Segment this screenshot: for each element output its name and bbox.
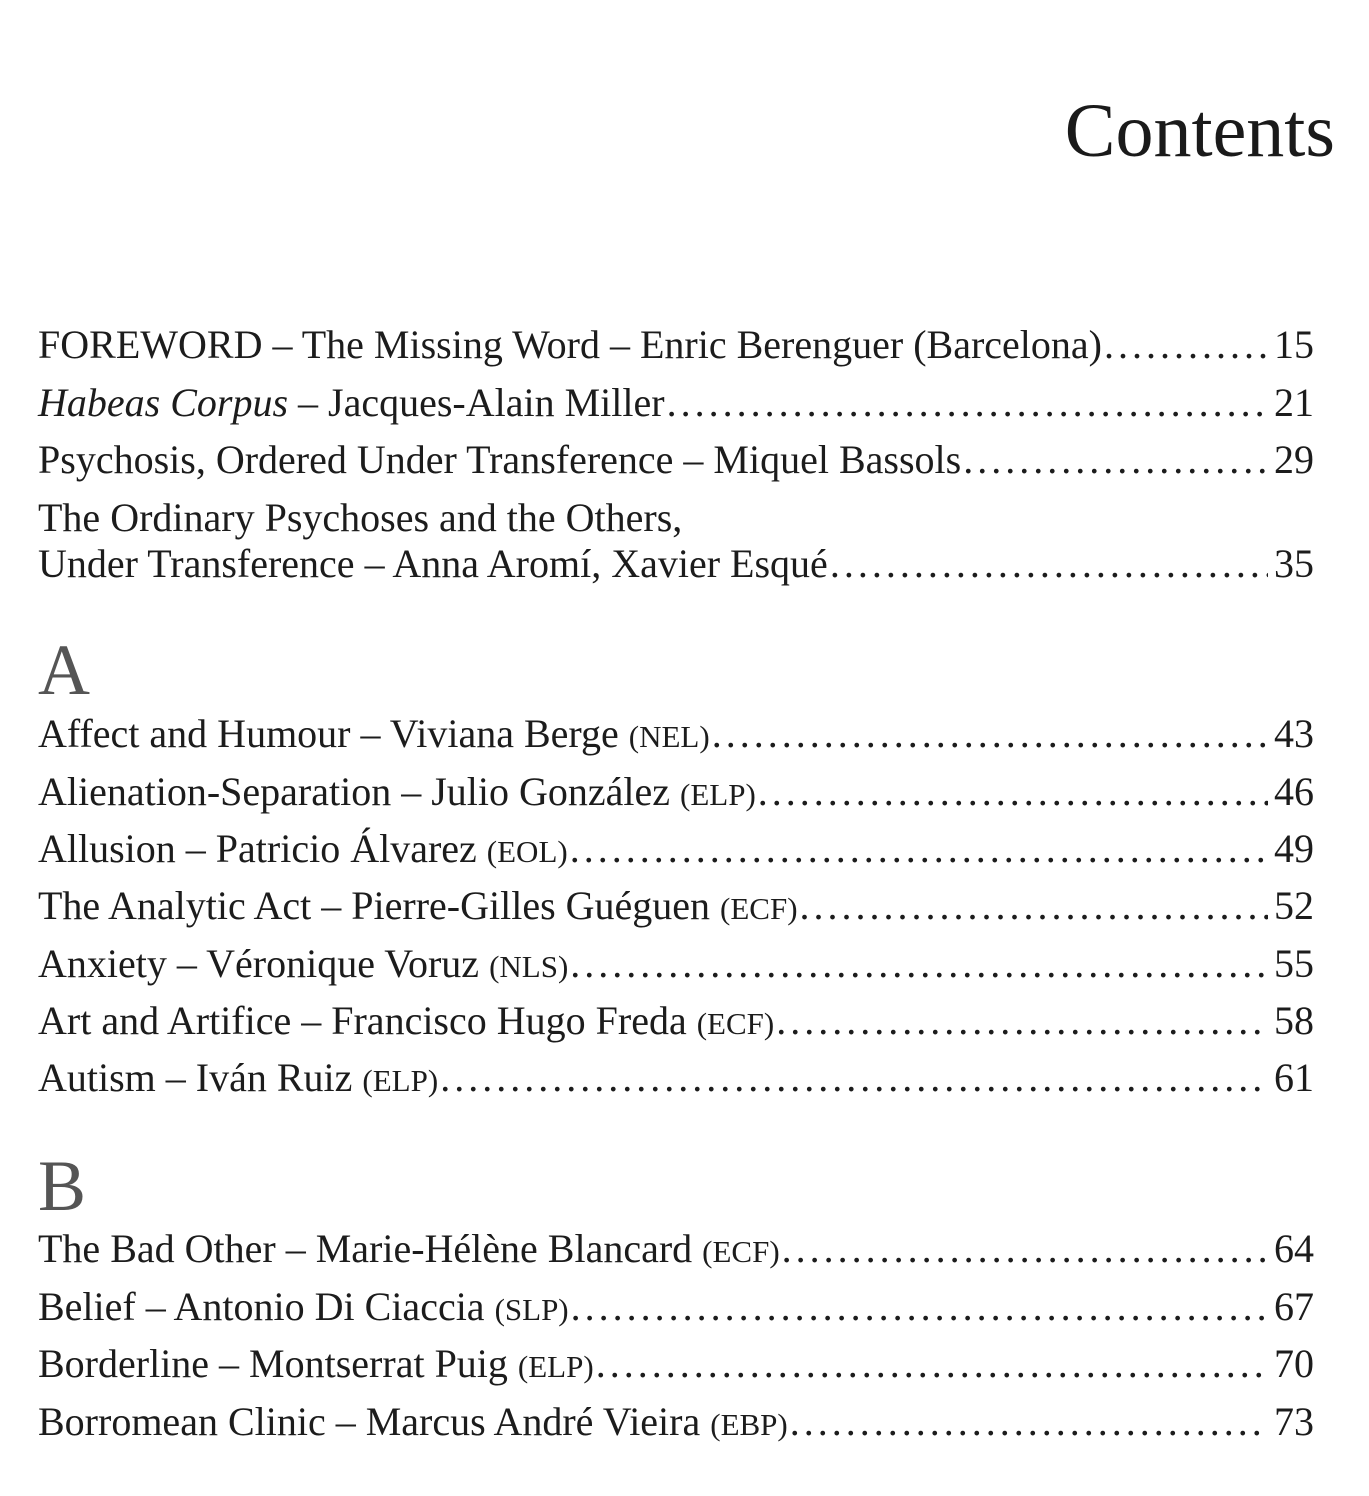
toc-page-number: 43 xyxy=(1274,711,1314,756)
toc-entry[interactable] xyxy=(38,711,1314,760)
toc-entry[interactable] xyxy=(38,1055,1314,1104)
dot-leader xyxy=(800,883,1268,929)
page-title: Contents xyxy=(1064,88,1335,173)
dot-leader xyxy=(830,541,1268,587)
toc-entry-ordinary-psychoses[interactable] xyxy=(38,541,1314,587)
school-abbreviation: (ELP) xyxy=(362,1063,439,1098)
toc-entry-title: Borromean Clinic – Marcus André Vieira (EBP) xyxy=(38,1399,788,1444)
dot-leader xyxy=(570,941,1268,987)
toc-page-number: 49 xyxy=(1274,826,1314,871)
school-abbreviation: (SLP) xyxy=(494,1292,569,1327)
dot-leader xyxy=(571,1284,1268,1330)
toc-entry-title: The Analytic Act – Pierre-Gilles Guéguen (ECF) xyxy=(38,883,798,928)
dot-leader xyxy=(782,1226,1268,1272)
toc-entry-title: Affect and Humour – Viviana Berge (NEL) xyxy=(38,711,710,756)
toc-page-number: 52 xyxy=(1274,883,1314,928)
toc-entry[interactable] xyxy=(38,998,1314,1047)
toc-entry-title: Anxiety – Véronique Voruz (NLS) xyxy=(38,941,569,986)
dot-leader xyxy=(596,1341,1268,1387)
dot-leader xyxy=(570,826,1268,872)
toc-entry[interactable] xyxy=(38,826,1314,875)
toc-entry-ordinary-psychoses-line1[interactable]: The Ordinary Psychoses and the Others, xyxy=(38,495,683,540)
toc-entry-title: Autism – Iván Ruiz (ELP) xyxy=(38,1055,439,1100)
dot-leader xyxy=(712,711,1268,757)
toc-entry-title: Allusion – Patricio Álvarez (EOL) xyxy=(38,826,568,871)
school-abbreviation: (ELP) xyxy=(680,777,756,812)
section-letter-b: B xyxy=(38,1146,87,1226)
toc-entry-title: Art and Artifice – Francisco Hugo Freda (ECF) xyxy=(38,998,775,1043)
school-abbreviation: (ELP) xyxy=(517,1349,594,1384)
dot-leader xyxy=(1104,322,1268,368)
toc-entry[interactable] xyxy=(38,883,1314,932)
toc-page-number: 64 xyxy=(1274,1226,1314,1271)
toc-page-number: 55 xyxy=(1274,941,1314,986)
toc-entry[interactable] xyxy=(38,1341,1314,1390)
toc-entry-title: The Bad Other – Marie-Hélène Blancard (ECF) xyxy=(38,1226,780,1271)
toc-page-number: 29 xyxy=(1274,437,1314,482)
toc-page-number: 46 xyxy=(1274,769,1314,814)
school-abbreviation: (ECF) xyxy=(696,1006,775,1041)
dot-leader xyxy=(758,769,1268,815)
toc-entry-habeas-corpus[interactable] xyxy=(38,380,1314,426)
dot-leader xyxy=(790,1399,1268,1445)
school-abbreviation: (EBP) xyxy=(710,1407,788,1442)
school-abbreviation: (EOL) xyxy=(486,834,568,869)
dot-leader xyxy=(776,998,1268,1044)
dot-leader xyxy=(440,1055,1268,1101)
toc-page-number: 58 xyxy=(1274,998,1314,1043)
toc-entry-title: Under Transference – Anna Aromí, Xavier Esqué xyxy=(38,541,828,586)
toc-entry[interactable] xyxy=(38,769,1314,818)
school-abbreviation: (NLS) xyxy=(489,949,569,984)
toc-entry-italic-title: Habeas Corpus xyxy=(38,380,289,425)
school-abbreviation: (NEL) xyxy=(628,719,710,754)
toc-entry-title: Alienation-Separation – Julio González (ELP) xyxy=(38,769,756,814)
dot-leader xyxy=(963,437,1268,483)
toc-page-number: 73 xyxy=(1274,1399,1314,1444)
toc-entry-title: FOREWORD – The Missing Word – Enric Berenguer (Barcelona) xyxy=(38,322,1102,367)
dot-leader xyxy=(667,380,1268,426)
toc-page-number: 35 xyxy=(1274,541,1314,586)
toc-entry[interactable] xyxy=(38,941,1314,990)
toc-page-number: 15 xyxy=(1274,322,1314,367)
toc-page-number: 67 xyxy=(1274,1284,1314,1329)
toc-entry[interactable] xyxy=(38,1226,1314,1275)
toc-entry[interactable] xyxy=(38,1284,1314,1333)
toc-entry[interactable] xyxy=(38,1399,1314,1448)
toc-page-number: 70 xyxy=(1274,1341,1314,1386)
toc-page-number: 21 xyxy=(1274,380,1314,425)
school-abbreviation: (ECF) xyxy=(702,1234,780,1269)
toc-entry-title: Borderline – Montserrat Puig (ELP) xyxy=(38,1341,594,1386)
toc-entry-psychosis[interactable] xyxy=(38,437,1314,483)
toc-entry-title: Psychosis, Ordered Under Transference – Miquel Bassols xyxy=(38,437,962,482)
section-letter-a: A xyxy=(38,630,90,710)
toc-entry-foreword[interactable] xyxy=(38,322,1314,368)
toc-entry-title: Belief – Antonio Di Ciaccia (SLP) xyxy=(38,1284,569,1329)
toc-entry-title: Habeas Corpus – Jacques-Alain Miller xyxy=(38,380,665,425)
school-abbreviation: (ECF) xyxy=(720,891,798,926)
toc-page-number: 61 xyxy=(1274,1055,1314,1100)
